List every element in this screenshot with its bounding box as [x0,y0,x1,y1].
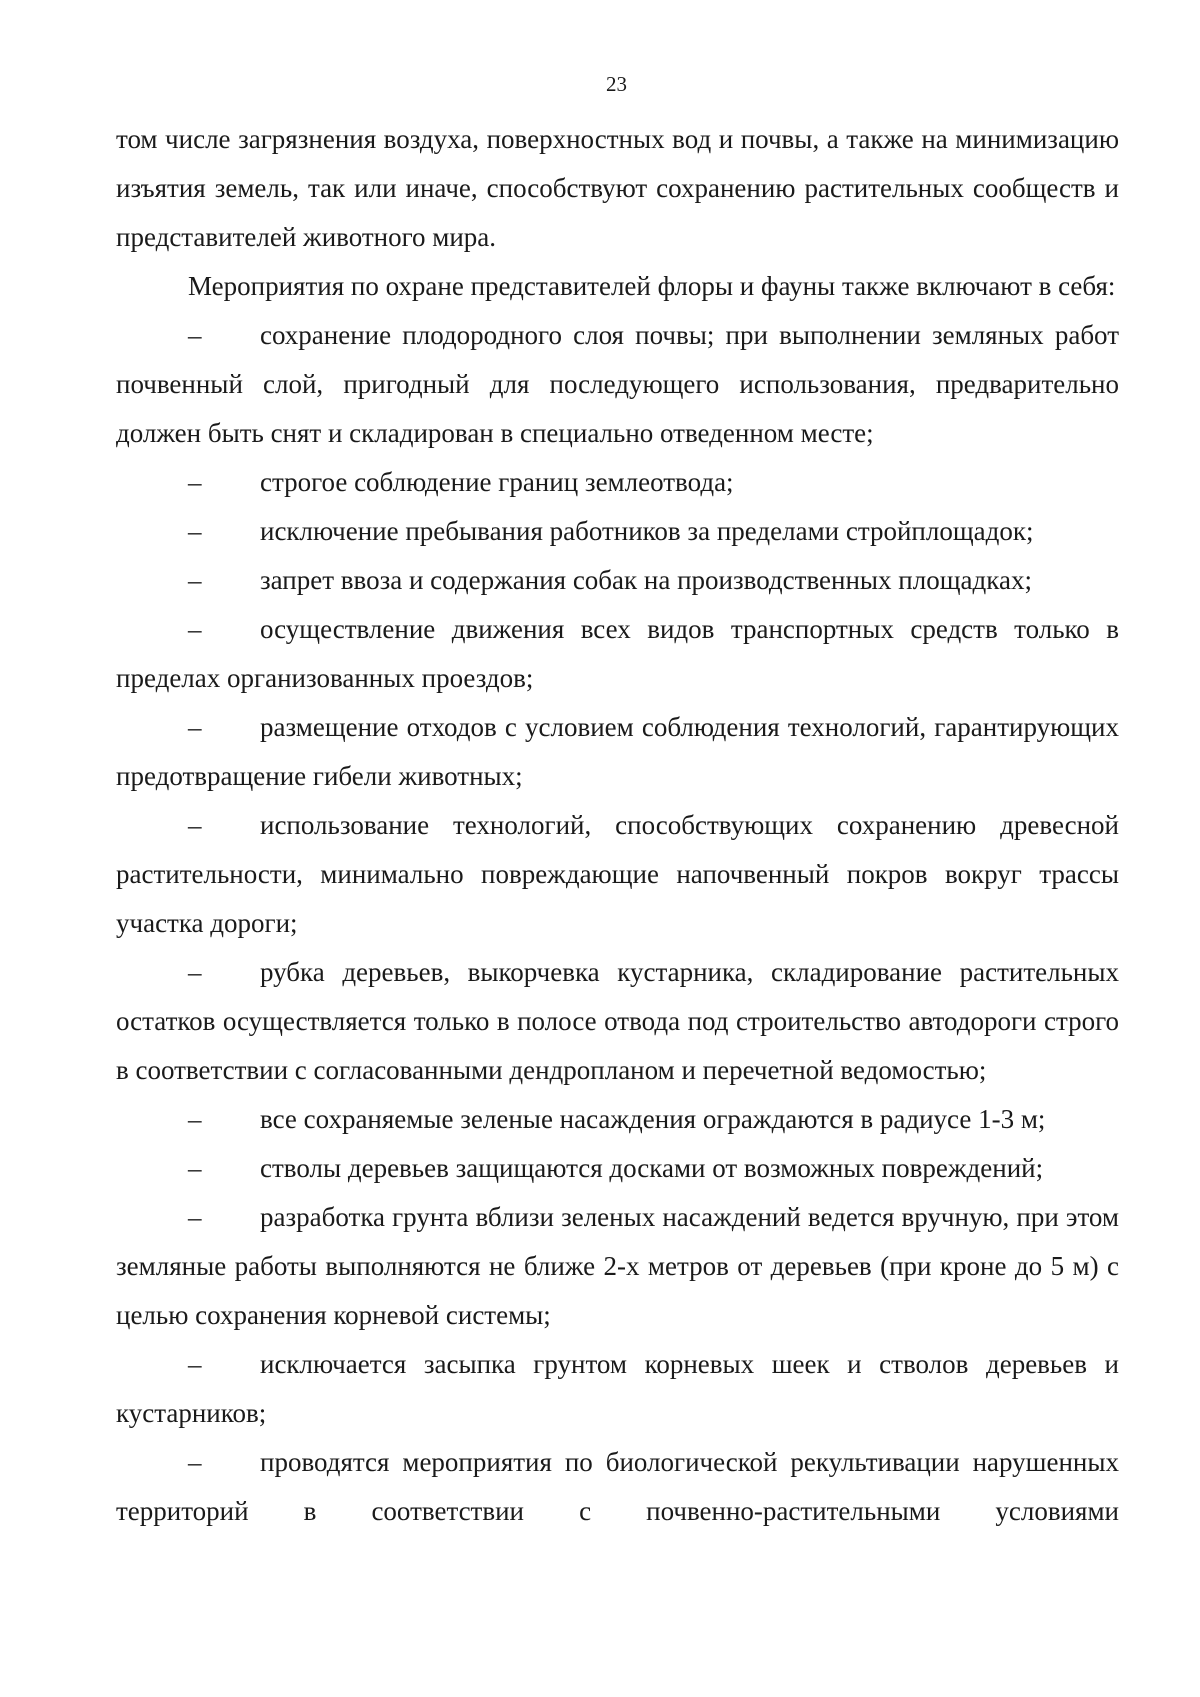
list-item-text: проводятся мероприятия по биологической рекультивации нарушенных территорий в соответствии с почвенно-растительными условиями [116,1447,1119,1526]
page-number: 23 [606,72,627,96]
list-item-text: размещение отходов с условием соблюдения технологий, гарантирующих предотвращение гибели животных; [116,712,1119,791]
bullet-dash: – [188,1153,202,1183]
list-item [116,801,1119,948]
list-item [116,458,1119,507]
list-item-text: исключается засыпка грунтом корневых шеек и стволов деревьев и кустарников; [116,1349,1119,1428]
list-item [116,311,1119,458]
list-item-text: все сохраняемые зеленые насаждения ограждаются в радиусе 1-3 м; [260,1104,1046,1134]
list-item-text: исключение пребывания работников за пределами стройплощадок; [260,516,1034,546]
list-item-text: стволы деревьев защищаются досками от возможных повреждений; [260,1153,1044,1183]
list-item [116,1144,1119,1193]
intro-paragraph: том числе загрязнения воздуха, поверхностных вод и почвы, а также на минимизацию изъятия земель, так или иначе, способствуют сохранению растительных сообществ и представителей животного мира. [116,124,1119,252]
bullet-dash: – [188,516,202,546]
list-item-text: использование технологий, способствующих сохранению древесной растительности, минимально повреждающие напочвенный покров вокруг трассы участка дороги; [116,810,1119,938]
bullet-dash: – [188,957,202,987]
list-item [116,1095,1119,1144]
list-item [116,556,1119,605]
bullet-dash: – [188,614,202,644]
measures-intro: Мероприятия по охране представителей флоры и фауны также включают в себя: [188,271,1116,301]
body-text [116,115,1119,1536]
list-item [116,1193,1119,1340]
bullet-dash: – [188,565,202,595]
list-item [116,507,1119,556]
bullet-dash: – [188,1202,202,1232]
list-item-text: строгое соблюдение границ землеотвода; [260,467,734,497]
list-item-text: рубка деревьев, выкорчевка кустарника, складирование растительных остатков осуществляется только в полосе отвода под строительство автодороги строго в соответствии с согласованными дендропланом и перечетной ведомостью; [116,957,1119,1085]
list-item-text: разработка грунта вблизи зеленых насаждений ведется вручную, при этом земляные работы выполняются не ближе 2-х метров от деревьев (при кроне до 5 м) с целью сохранения корневой системы; [116,1202,1119,1330]
list-item [116,703,1119,801]
list-item [116,1438,1119,1536]
list-item [116,605,1119,703]
list-item [116,948,1119,1095]
list-item [116,1340,1119,1438]
bullet-dash: – [188,712,202,742]
list-item-text: осуществление движения всех видов транспортных средств только в пределах организованных проездов; [116,614,1119,693]
bullet-dash: – [188,467,202,497]
bullet-dash: – [188,1104,202,1134]
list-item-text: запрет ввоза и содержания собак на производственных площадках; [260,565,1032,595]
bullet-dash: – [188,1447,202,1477]
list-item-text: сохранение плодородного слоя почвы; при выполнении земляных работ почвенный слой, пригодный для последующего использования, предварительно должен быть снят и складирован в специально отведенном месте; [116,320,1119,448]
bullet-dash: – [188,1349,202,1379]
bullet-dash: – [188,320,202,350]
bullet-dash: – [188,810,202,840]
